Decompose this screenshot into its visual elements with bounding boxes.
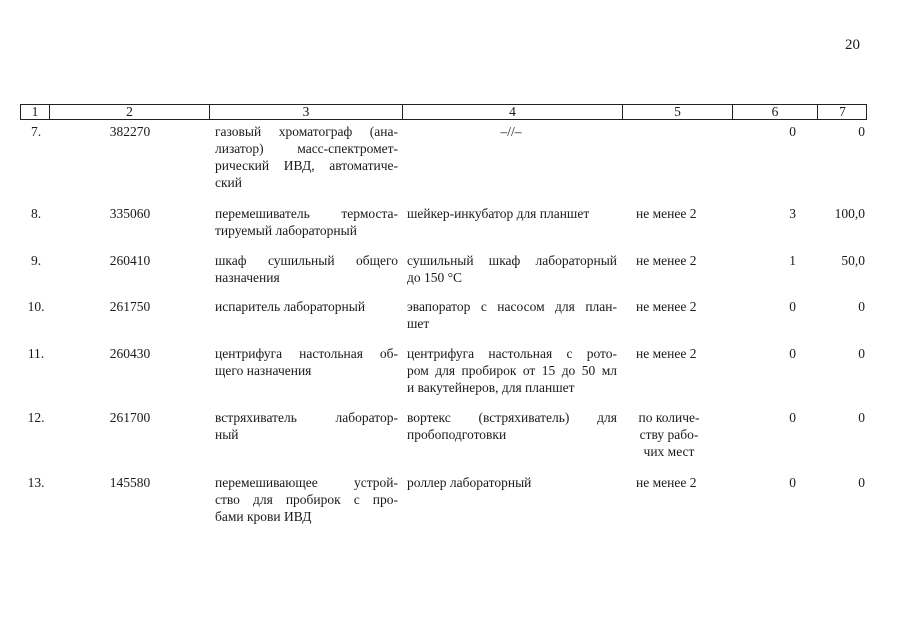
row-description bbox=[407, 474, 617, 491]
header-col-4: 4 bbox=[402, 105, 622, 119]
row-name bbox=[215, 252, 398, 286]
text-line: ству рабо- bbox=[639, 427, 699, 442]
text-line: эвапоратор с насосом для план- bbox=[407, 299, 617, 314]
row-requirement bbox=[636, 252, 718, 269]
text-line: щего назначения bbox=[215, 363, 312, 378]
text-line: до 150 °С bbox=[407, 270, 463, 285]
text-line: назначения bbox=[215, 270, 280, 285]
text-line: вортекс (встряхиватель) для bbox=[407, 410, 617, 425]
row-description bbox=[407, 205, 617, 222]
row-code: 335060 bbox=[109, 206, 151, 221]
text-line: ский bbox=[215, 175, 242, 190]
text-line: встряхиватель лаборатор- bbox=[215, 410, 398, 425]
row-description bbox=[406, 123, 616, 140]
text-line: бами крови ИВД bbox=[215, 509, 312, 524]
row-code: 382270 bbox=[109, 124, 151, 139]
text-line: газовый хроматограф (ана- bbox=[215, 124, 398, 139]
row-requirement bbox=[636, 345, 718, 362]
row-description bbox=[407, 409, 617, 443]
text-line: не менее 2 bbox=[636, 346, 697, 361]
text-line: не менее 2 bbox=[636, 253, 697, 268]
row-number: 7. bbox=[30, 124, 42, 139]
text-line: шейкер-инкубатор для планшет bbox=[407, 206, 590, 221]
text-line: пробоподготовки bbox=[407, 427, 507, 442]
row-name bbox=[215, 409, 398, 443]
row-code: 261700 bbox=[109, 410, 151, 425]
row-number: 11. bbox=[27, 346, 45, 361]
text-line: шет bbox=[407, 316, 430, 331]
text-line: ный bbox=[215, 427, 239, 442]
row-code: 260430 bbox=[109, 346, 151, 361]
text-line: роллер лабораторный bbox=[407, 475, 532, 490]
text-line: центрифуга настольная об- bbox=[215, 346, 398, 361]
row-name bbox=[215, 345, 398, 379]
text-line: и вакутейнеров, для планшет bbox=[407, 380, 575, 395]
row-description bbox=[407, 345, 617, 396]
row-name bbox=[215, 205, 398, 239]
row-quantity: 0 bbox=[789, 475, 796, 490]
row-quantity: 0 bbox=[789, 410, 796, 425]
header-col-2: 2 bbox=[49, 105, 209, 119]
row-number: 13. bbox=[27, 475, 45, 490]
row-sum: 0 bbox=[858, 299, 865, 314]
row-sum: 50,0 bbox=[841, 253, 865, 268]
text-line: по количе- bbox=[638, 410, 700, 425]
text-line: чих мест bbox=[643, 444, 695, 459]
text-line: сушильный шкаф лабораторный bbox=[407, 253, 617, 268]
row-number: 12. bbox=[27, 410, 45, 425]
text-line: центрифуга настольная с рото- bbox=[407, 346, 617, 361]
text-line: лизатор) масс-спектромет- bbox=[215, 141, 398, 156]
row-sum: 0 bbox=[858, 410, 865, 425]
row-requirement bbox=[636, 298, 718, 315]
row-requirement bbox=[636, 205, 718, 222]
text-line: перемешиватель термоста- bbox=[215, 206, 398, 221]
row-sum: 0 bbox=[858, 124, 865, 139]
row-code: 260410 bbox=[109, 253, 151, 268]
text-line: перемешивающее устрой- bbox=[215, 475, 398, 490]
row-code: 145580 bbox=[109, 475, 151, 490]
row-name bbox=[215, 474, 398, 525]
text-line: ром для пробирок от 15 до 50 мл bbox=[407, 363, 617, 378]
row-number: 9. bbox=[30, 253, 42, 268]
row-name bbox=[215, 123, 398, 191]
text-line: не менее 2 bbox=[636, 299, 697, 314]
page-number: 20 bbox=[845, 37, 860, 53]
row-description bbox=[407, 252, 617, 286]
row-number: 10. bbox=[27, 299, 45, 314]
header-col-6: 6 bbox=[732, 105, 817, 119]
header-col-7: 7 bbox=[817, 105, 867, 119]
text-line: испаритель лабораторный bbox=[215, 299, 366, 314]
row-sum: 0 bbox=[858, 475, 865, 490]
row-quantity: 0 bbox=[789, 124, 796, 139]
row-name bbox=[215, 298, 398, 315]
text-line: тируемый лабораторный bbox=[215, 223, 357, 238]
text-line: –//– bbox=[500, 124, 522, 139]
header-col-5: 5 bbox=[622, 105, 732, 119]
row-description bbox=[407, 298, 617, 332]
row-quantity: 3 bbox=[789, 206, 796, 221]
row-code: 261750 bbox=[109, 299, 151, 314]
row-quantity: 1 bbox=[789, 253, 796, 268]
table-header bbox=[20, 104, 867, 120]
row-quantity: 0 bbox=[789, 346, 796, 361]
text-line: ство для пробирок с про- bbox=[215, 492, 398, 507]
header-col-3: 3 bbox=[209, 105, 402, 119]
text-line: рический ИВД, автоматиче- bbox=[215, 158, 398, 173]
text-line: не менее 2 bbox=[636, 475, 697, 490]
text-line: не менее 2 bbox=[636, 206, 697, 221]
row-requirement bbox=[636, 474, 718, 491]
row-sum: 100,0 bbox=[834, 206, 865, 221]
row-number: 8. bbox=[30, 206, 42, 221]
row-requirement bbox=[626, 409, 712, 460]
row-quantity: 0 bbox=[789, 299, 796, 314]
text-line: шкаф сушильный общего bbox=[215, 253, 398, 268]
row-sum: 0 bbox=[858, 346, 865, 361]
header-col-1: 1 bbox=[31, 104, 39, 119]
